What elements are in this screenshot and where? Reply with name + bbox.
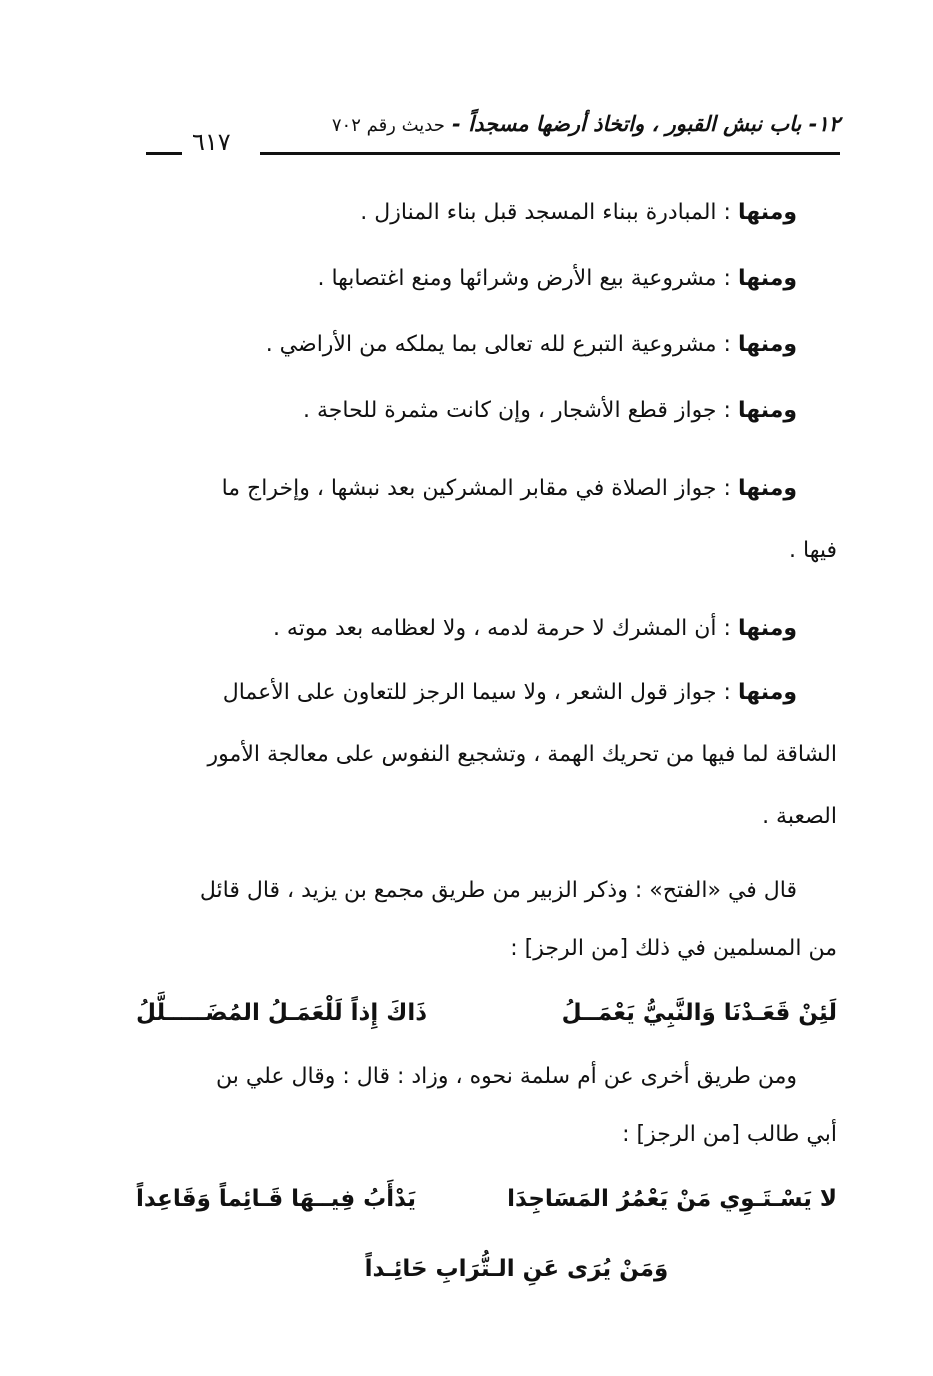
item-text: : جواز قول الشعر ، ولا سيما الرجز للتعاون على الأعمال: [222, 679, 738, 705]
item-lead: ومنها: [737, 199, 797, 225]
paragraph-line: من المسلمين في ذلك [من الرجز] :: [510, 935, 837, 961]
list-item: [136, 444, 837, 596]
list-item: [136, 180, 837, 246]
item-lead: ومنها: [737, 679, 797, 705]
item-lead: ومنها: [737, 397, 797, 423]
item-text: : جواز الصلاة في مقابر المشركين بعد نبشها ، وإخراج ما: [221, 475, 738, 501]
paragraph: [136, 1048, 837, 1164]
item-text: : مشروعية بيع الأرض وشرائها ومنع اغتصابها .: [317, 265, 738, 291]
item-lead: ومنها: [737, 265, 797, 291]
verse-first-hemistich: لا يَسْـتَـوِي مَنْ يَعْمُرُ المَسَاجِدَا: [507, 1185, 837, 1212]
running-header: [140, 112, 840, 160]
paragraph-line: أبي طالب [من الرجز] :: [622, 1121, 837, 1147]
header-rule: [260, 152, 840, 155]
page-number-dash: [146, 152, 182, 155]
list-item: [136, 596, 837, 662]
poem-verse: [136, 1164, 837, 1234]
item-text-continued: الصعبة .: [762, 803, 837, 829]
item-lead: ومنها: [737, 331, 797, 357]
item-lead: ومنها: [737, 615, 797, 641]
item-lead: ومنها: [737, 475, 797, 501]
list-item: [136, 312, 837, 378]
list-item: [136, 246, 837, 312]
chapter-title: ١٢- باب نبش القبور ، واتخاذ أرضها مسجداً -: [452, 112, 840, 136]
poem-verse-centered: [136, 1234, 837, 1304]
item-text: : أن المشرك لا حرمة لدمه ، ولا لعظامه بعد موته .: [272, 615, 738, 641]
page-number: ٦١٧: [192, 128, 231, 156]
chapter-heading: [332, 112, 840, 136]
item-text-continued: فيها .: [789, 537, 837, 563]
item-text: : جواز قطع الأشجار ، وإن كانت مثمرة للحاجة .: [303, 397, 738, 423]
item-text: : المبادرة ببناء المسجد قبل بناء المنازل .: [360, 199, 738, 225]
list-item: [136, 662, 837, 862]
verse-second-hemistich: يَدْأَبُ فِيــهَا قَـائِماً وَقَاعِداً: [136, 1185, 417, 1212]
verse-line: وَمَنْ يُرَى عَنِ الـتُّرَابِ حَائِـداً: [364, 1255, 669, 1282]
item-text: : مشروعية التبرع لله تعالى بما يملكه من الأراضي .: [265, 331, 738, 357]
paragraph: [136, 862, 837, 978]
paragraph-line: قال في «الفتح» : وذكر الزبير من طريق مجمع بن يزيد ، قال قائل: [199, 877, 797, 903]
poem-verse: [136, 978, 837, 1048]
body-text: [136, 180, 837, 1304]
paragraph-line: ومن طريق أخرى عن أم سلمة نحوه ، وزاد : قال : وقال علي بن: [215, 1063, 797, 1089]
list-item: [136, 378, 837, 444]
verse-second-hemistich: ذَاكَ إِذاً لَلْعَمَـلُ المُضَـــــلَّلُ: [136, 999, 428, 1026]
hadith-number: حديث رقم ٧٠٢: [331, 115, 445, 136]
verse-first-hemistich: لَئِنْ قَعَـدْنَا وَالنَّبِيُّ يَعْمَــلُ: [561, 999, 837, 1026]
item-text-continued: الشاقة لما فيها من تحريك الهمة ، وتشجيع النفوس على معالجة الأمور: [207, 741, 837, 767]
